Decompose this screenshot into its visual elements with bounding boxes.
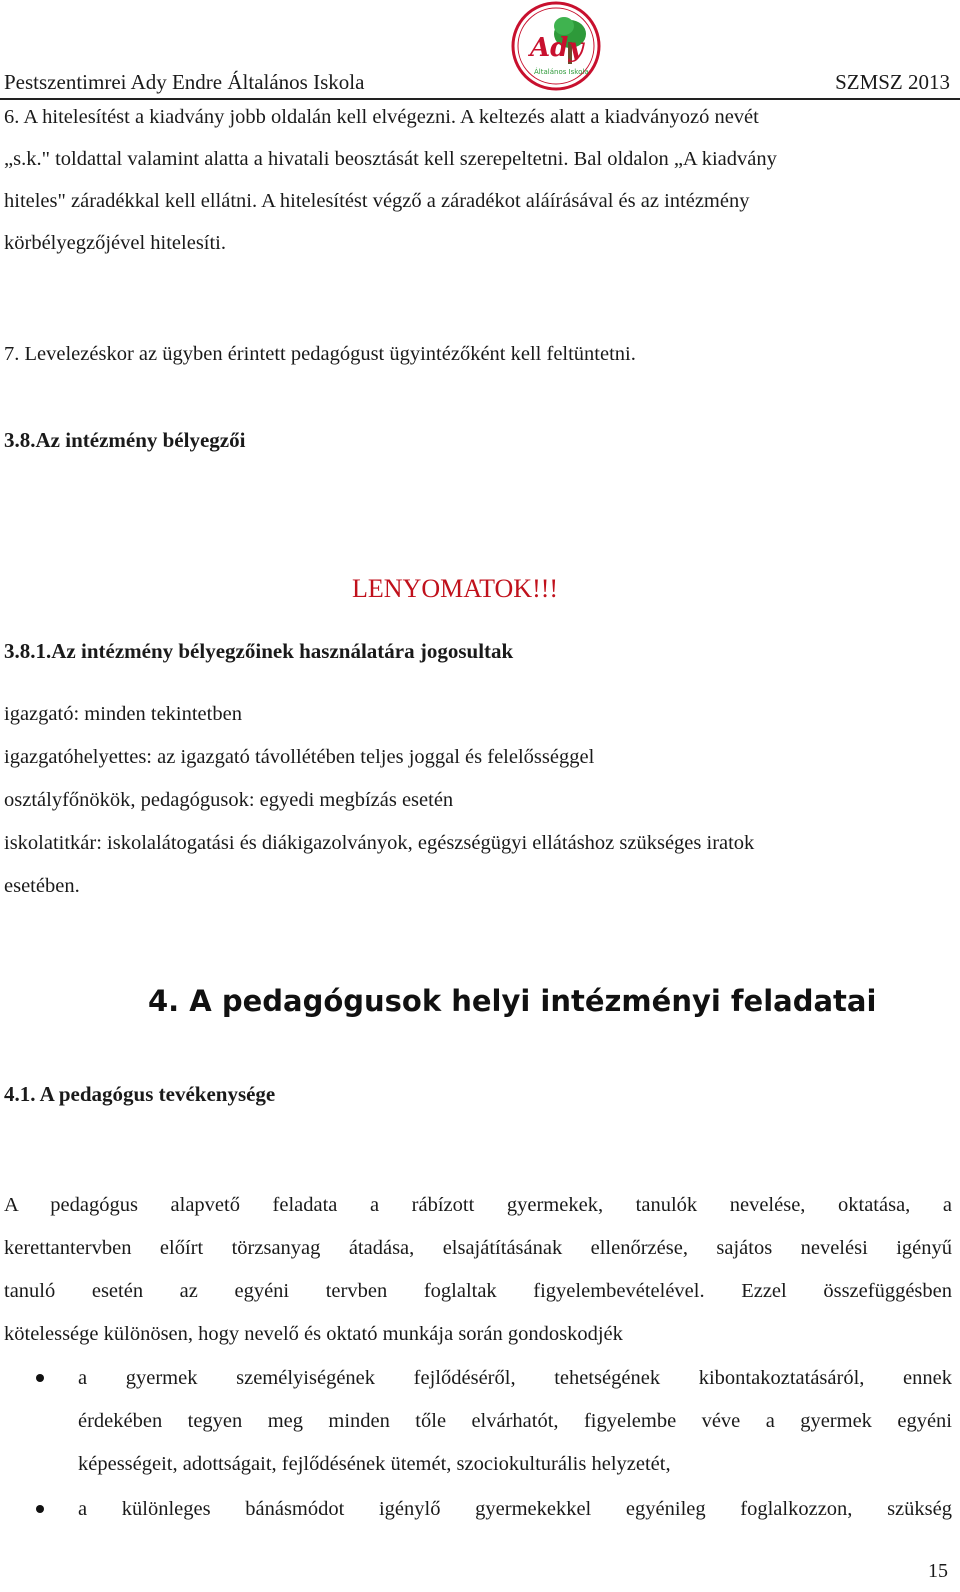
bullet-line: érdekében tegyen meg minden tőle elvárhatót, figyelembe véve a gyermek egyéni	[78, 1410, 952, 1432]
paragraph-line: tanuló esetén az egyéni tervben foglaltak figyelembevételével. Ezzel összefüggésben	[4, 1280, 952, 1302]
paragraph-7: 7. Levelezéskor az ügyben érintett pedagógust ügyintézőként kell feltüntetni.	[4, 343, 636, 365]
paragraph-6-line: „s.k." toldattal valamint alatta a hivatali beosztását kell szerepeltetni. Bal oldalon „A kiadvány	[4, 148, 777, 170]
bullet-line: képességeit, adottságait, fejlődésének ütemét, szociokulturális helyzetét,	[78, 1453, 671, 1475]
stamp-impressions-note: LENYOMATOK!!!	[352, 574, 559, 603]
section-heading-4-1: 4.1. A pedagógus tevékenysége	[4, 1082, 276, 1106]
list-item: esetében.	[4, 875, 80, 897]
paragraph-6	[4, 96, 952, 264]
bullet-icon	[36, 1505, 44, 1513]
list-item: iskolatitkár: iskolalátogatási és diákigazolványok, egészségügyi ellátáshoz szükséges iratok	[4, 832, 755, 854]
list-item: osztályfőnökök, pedagógusok: egyedi megbízás esetén	[4, 789, 454, 811]
chapter-heading-4: 4. A pedagógusok helyi intézményi feladatai	[148, 984, 877, 1018]
bullet-icon	[36, 1374, 44, 1382]
section-heading-3-8-1: 3.8.1.Az intézmény bélyegzőinek használatára jogosultak	[4, 639, 514, 663]
paragraph-line: kötelessége különösen, hogy nevelő és oktató munkája során gondoskodjék	[4, 1323, 623, 1345]
main-paragraph	[4, 1184, 952, 1356]
document-code: SZMSZ 2013	[835, 70, 950, 94]
list-item: igazgatóhelyettes: az igazgató távollétében teljes joggal és felelősséggel	[4, 746, 595, 768]
logo-subtext: Általános Iskola	[534, 68, 589, 76]
authorized-persons-list	[4, 693, 952, 908]
paragraph-6-line: 6. A hitelesítést a kiadvány jobb oldalán kell elvégezni. A keltezés alatt a kiadványozó nevét	[4, 106, 759, 128]
bullet-item	[78, 1488, 952, 1531]
paragraph-line: A pedagógus alapvető feladata a rábízott gyermekek, tanulók nevelése, oktatása, a	[4, 1194, 952, 1216]
page-header	[0, 0, 960, 100]
logo-text: Ady	[530, 33, 584, 63]
bullet-item	[78, 1357, 952, 1486]
bullet-line: a gyermek személyiségének fejlődéséről, tehetségének kibontakoztatásáról, ennek	[78, 1367, 952, 1389]
list-item: igazgató: minden tekintetben	[4, 703, 242, 725]
paragraph-6-line: körbélyegzőjével hitelesíti.	[4, 232, 227, 254]
paragraph-line: kerettantervben előírt törzsanyag átadása, elsajátításának ellenőrzése, sajátos nevelési igényű	[4, 1237, 952, 1259]
page-number: 15	[928, 1560, 948, 1582]
bullet-line: a különleges bánásmódot igénylő gyermekekkel egyénileg foglalkozzon, szükség	[78, 1498, 952, 1520]
school-logo	[510, 0, 602, 92]
school-name: Pestszentimrei Ady Endre Általános Iskola	[4, 70, 365, 94]
paragraph-6-line: hiteles" záradékkal kell ellátni. A hitelesítést végző a záradékot aláírásával és az intézmény	[4, 190, 750, 212]
section-heading-3-8: 3.8.Az intézmény bélyegzői	[4, 428, 246, 452]
